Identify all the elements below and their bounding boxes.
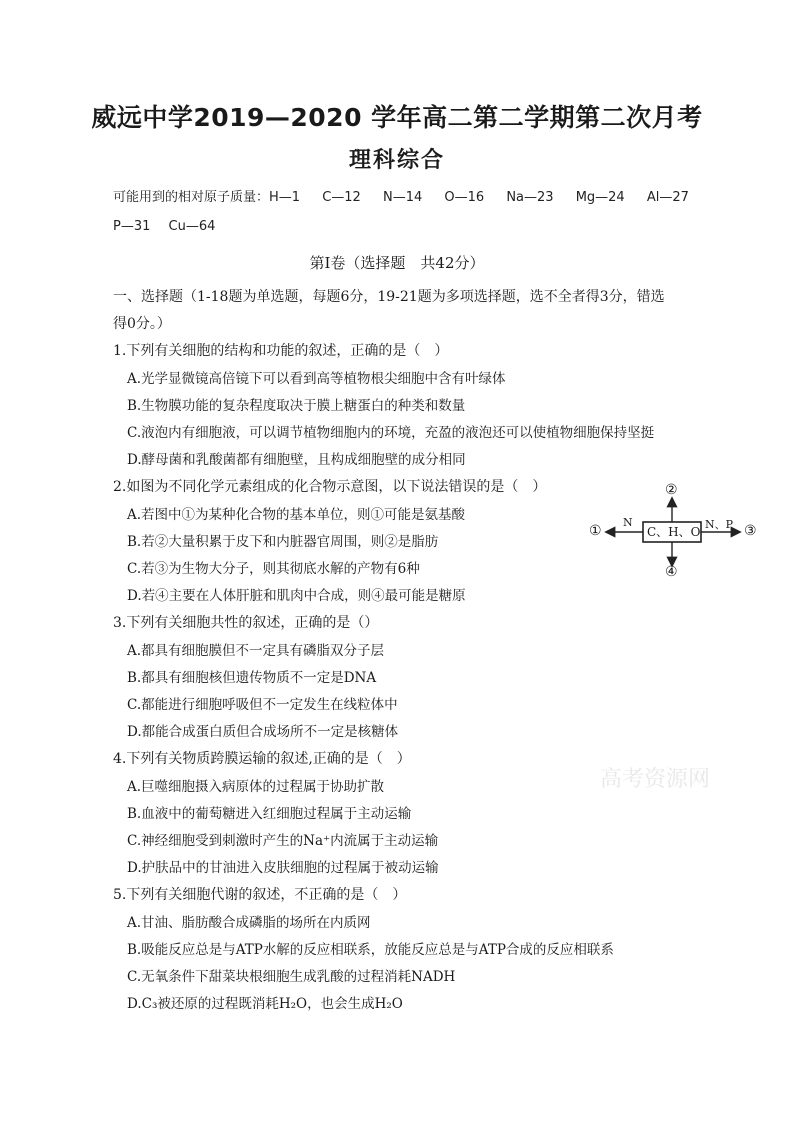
left-arrow-label: N — [623, 516, 633, 529]
atomic-mass-row-2 — [113, 219, 215, 234]
mass-p: P—31 — [113, 219, 151, 234]
instructions-line-1: 一、选择题（1-18题为单选题，每题6分，19-21题为多项选择题，选不全者得3分，错选 — [113, 289, 665, 305]
question-3-option-a: A.都具有细胞膜但不一定具有磷脂双分子层 — [127, 643, 385, 659]
exam-title: 威远中学2019—2020 学年高二第二学期第二次月考 — [91, 103, 703, 132]
question-2-option-b: B.若②大量积累于皮下和内脏器官周围，则②是脂肪 — [127, 534, 439, 550]
center-label: C、H、O — [647, 525, 701, 539]
mass-al: Al—27 — [646, 190, 689, 205]
question-2-option-a: A.若图中①为某种化合物的基本单位，则①可能是氨基酸 — [127, 507, 466, 523]
mass-o: O—16 — [444, 190, 485, 205]
question-4-option-a: A.巨噬细胞摄入病原体的过程属于协助扩散 — [127, 779, 385, 795]
mass-cu: Cu—64 — [168, 219, 216, 234]
node-4: ④ — [665, 564, 678, 580]
compound-diagram — [585, 482, 765, 582]
question-1-stem: 1.下列有关细胞的结构和功能的叙述，正确的是（ ） — [113, 343, 449, 359]
question-5-option-b: B.吸能反应总是与ATP水解的反应相联系，放能反应总是与ATP合成的反应相联系 — [127, 942, 614, 958]
exam-subtitle: 理科综合 — [348, 148, 445, 173]
question-4-option-c: C.神经细胞受到刺激时产生的Na⁺内流属于主动运输 — [127, 833, 439, 849]
question-1-option-c: C.液泡内有细胞液，可以调节植物细胞内的环境，充盈的液泡还可以使植物细胞保持坚挺 — [127, 425, 655, 441]
question-2-stem: 2.如图为不同化学元素组成的化合物示意图，以下说法错误的是（ ） — [113, 479, 547, 495]
question-1-option-b: B.生物膜功能的复杂程度取决于膜上糖蛋白的种类和数量 — [127, 398, 466, 414]
section-heading: 第Ⅰ卷（选择题 共42分） — [309, 254, 485, 272]
node-1: ① — [589, 523, 602, 539]
mass-c: C—12 — [322, 190, 361, 205]
question-5-option-c: C.无氧条件下甜菜块根细胞生成乳酸的过程消耗NADH — [127, 969, 456, 985]
instructions-line-2: 得0分。） — [113, 316, 171, 332]
watermark: 高考资源网 — [600, 767, 711, 792]
question-3-stem: 3.下列有关细胞共性的叙述，正确的是（） — [113, 615, 379, 631]
question-2-option-c: C.若③为生物大分子，则其彻底水解的产物有6种 — [127, 561, 420, 577]
question-3-option-d: D.都能合成蛋白质但合成场所不一定是核糖体 — [127, 724, 399, 740]
question-5-option-a: A.甘油、脂肪酸合成磷脂的场所在内质网 — [127, 915, 371, 931]
atomic-mass-label: 可能用到的相对原子质量： — [113, 190, 270, 205]
mass-n: N—14 — [382, 190, 423, 205]
question-4-option-b: B.血液中的葡萄糖进入红细胞过程属于主动运输 — [127, 806, 412, 822]
question-1-option-a: A.光学显微镜高倍镜下可以看到高等植物根尖细胞中含有叶绿体 — [127, 371, 506, 387]
question-5-option-d: D.C₃被还原的过程既消耗H₂O，也会生成H₂O — [127, 996, 403, 1012]
right-arrow-label: N、P — [705, 518, 734, 531]
question-4-option-d: D.护肤品中的甘油进入皮肤细胞的过程属于被动运输 — [127, 860, 439, 876]
question-1-option-d: D.酵母菌和乳酸菌都有细胞壁，且构成细胞壁的成分相同 — [127, 452, 466, 468]
question-5-stem: 5.下列有关细胞代谢的叙述，不正确的是（ ） — [113, 887, 407, 903]
question-3-option-c: C.都能进行细胞呼吸但不一定发生在线粒体中 — [127, 697, 398, 713]
node-2: ② — [665, 482, 678, 498]
mass-na: Na—23 — [506, 190, 554, 205]
node-3: ③ — [744, 523, 757, 539]
atomic-mass-row-1 — [113, 186, 689, 205]
question-3-option-b: B.都具有细胞核但遗传物质不一定是DNA — [127, 670, 377, 686]
mass-mg: Mg—24 — [575, 190, 625, 205]
question-2-option-d: D.若④主要在人体肝脏和肌肉中合成，则④最可能是糖原 — [127, 588, 466, 604]
question-4-stem: 4.下列有关物质跨膜运输的叙述,正确的是（ ） — [113, 751, 411, 767]
mass-h: H—1 — [269, 190, 301, 205]
